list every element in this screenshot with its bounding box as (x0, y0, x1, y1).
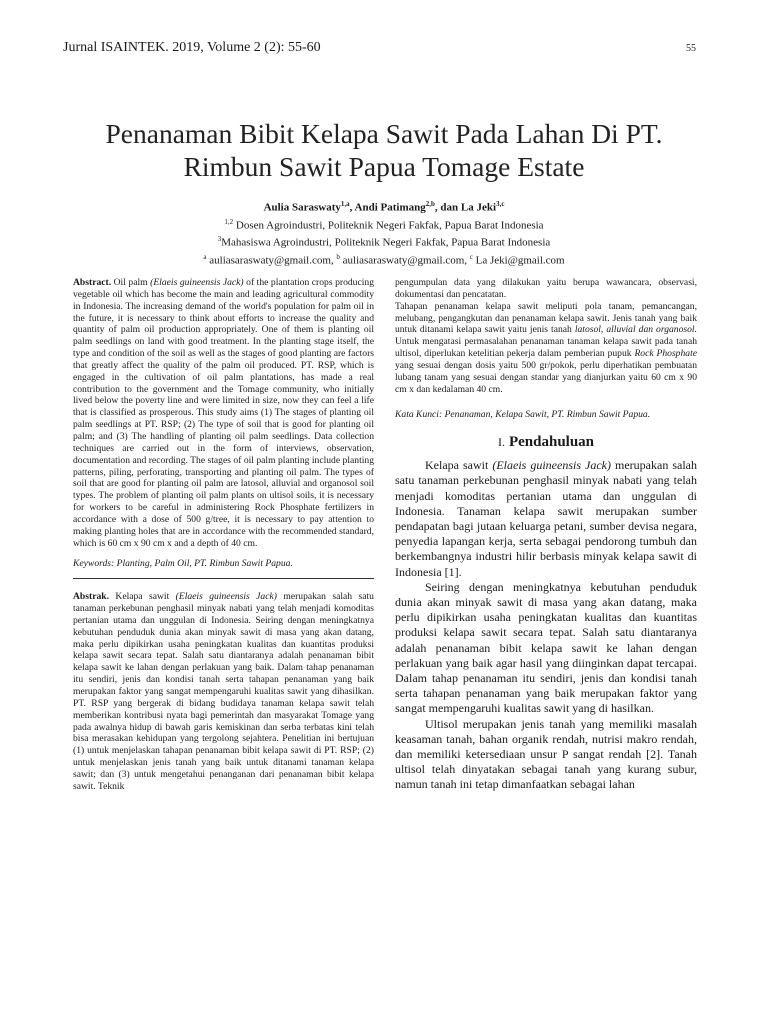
author-block (40, 197, 728, 268)
abstract-label: Abstract. (73, 277, 112, 288)
kata-kunci: Kata Kunci: Penanaman, Kelapa Sawit, PT. Rimbun Sawit Papua. (395, 409, 651, 421)
abstrak-text-2: merupakan salah satu tanaman perkebunan penghasil minyak nabati yang telah menjadi komoditas pertanian utama dan unggulan di Indonesia. Seiring dengan meningkatnya kebutuhan penduduk dunia akan minyak sawit di masa yang akan datang, maka perlu dipikirkan usaha peningkatan kualitas dan kuantitas produksi kelapa sawit secara tepat. Salah satu diantaranya adalah penanaman bibit kelapa sawit ke lahan dengan perlakuan yang baik. Dalam tahap penanaman itu sendiri, jenis dan kondisi tanah serta tahapan penanaman yang baik merupakan faktor yang sangat mempengaruhi kualitas sawit yang dihasilkan. PT. RSP yang bergerak di bidang budidaya tanaman kelapa sawit telah memberikan kontribusi nyata bagi pemerintah dan masyarakat Tomage yang pada awalnya hidup di bawah garis kemiskinan dan serba terbatas kini telah bisa merasakan kehidupan yang tergolong sejahtera. Penelitian ini bertujuan (1) untuk menjelaskan tahapan penanaman bibit kelapa sawit di PT. RSP; (2) untuk menjelaskan jenis tanah yang baik untuk ditanami tanaman kelapa sawit; dan (3) untuk mengetahui penanganan dari penanaman bibit kelapa sawit. Teknik (73, 591, 374, 792)
email-c-sup: c (469, 252, 473, 261)
email-c: La Jeki@gmail.com (472, 254, 565, 267)
paragraph-3: Ultisol merupakan jenis tanah yang memiliki masalah keasaman tanah, bahan organik rendah, nutrisi makro rendah, dan memiliki ketersediaan unsur P sangat rendah [2]. Tanah ultisol telah dinyatakan sebagai tanah yang kurang subur, namun tanah ini tetap dimanfaatkan sebagai lahan (395, 716, 697, 792)
abstrak-indonesian (73, 591, 374, 792)
divider-line (73, 578, 374, 579)
section-title: Pendahuluan (508, 434, 595, 451)
section-body (395, 458, 697, 792)
author-2-sup: 2,b (425, 200, 435, 208)
author-2: Andi Patimang (354, 201, 426, 214)
affiliation-2 (40, 232, 728, 250)
right-column (395, 277, 697, 793)
paragraph-1 (395, 458, 697, 580)
affiliation-1-sup: 1,2 (224, 217, 234, 226)
affiliation-2-sup: 3 (217, 235, 222, 244)
page-header (63, 40, 696, 58)
paper-title (40, 117, 728, 183)
affiliation-1-text: Dosen Agroindustri, Politeknik Negeri Fakfak, Papua Barat Indonesia (233, 219, 544, 232)
abstract-english (73, 277, 374, 549)
abstract-italic-1: (Elaeis guineensis Jack) (150, 277, 244, 288)
author-1: Aulia Saraswaty (263, 201, 341, 214)
author-emails (40, 250, 728, 268)
affiliation-2-text: Mahasiswa Agroindustri, Politeknik Negeri Fakfak, Papua Barat Indonesia (221, 236, 551, 249)
keywords: Keywords: Planting, Palm Oil, PT. Rimbun Sawit Papua. (73, 558, 293, 570)
abstract-text-2: of the plantation crops producing vegetable oil which has become the main and leading agricultural commodity in Indonesia. The increasing demand of the world's population for palm oil in the future, it is necessary to think about efforts to increase the quality and quantity of palm oil production appropriately. One of them is planting oil palm seedlings on land with good treatment. In the planting stage itself, the type and condition of the soil as well as the stages of good planting are factors that greatly affect the quality of the palm oil produced. PT. RSP, which is engaged in the cultivation of oil palm plantations, has made a real contribution to the government and the Tomage community, who initially lived below the poverty line and were limited in size, now they can feel a life that is classified as prosperous. This study aims (1) The stages of planting oil palm seedlings at PT. RSP; (2) The type of soil that is good for planting oil palm; and (3) The handling of planting oil palm seedlings. Data collection techniques are carried out in the form of interviews, observation, documentation and recording. The stages of oil palm planting include planting patterns, piling, perforating, transporting and planting oil palm. The types of soil that are good for planting oil palm are latosol, alluvial and organosol soil types. The problem of planting oil palm plants on ultisol soils, it is necessary for workers to be careful in administering Rock Phosphate fertilizers in accordance with a dose of 500 g/tree, it is necessary to pay attention to making planting holes that are in accordance with the recommended standard, which is 60 cm x 90 cm x and a depth of 40 cm. (73, 277, 374, 549)
section-number: I. (497, 435, 505, 450)
journal-citation: Jurnal ISAINTEK. 2019, Volume 2 (2): 55-60 (63, 40, 321, 55)
email-b-sup: b (336, 252, 340, 261)
email-a: auliasaraswaty@gmail.com, (206, 254, 337, 267)
p1-italic: (Elaeis guineensis Jack) (492, 458, 611, 473)
abstrak-continued-2 (395, 301, 697, 396)
left-column (73, 277, 374, 793)
abstrak-cont-2: Tahapan penanaman kelapa sawit meliputi pola tanam, pemancangan, melubang, pengangkutan dan penanaman kelapa sawit. Jenis tanah yang baik untuk ditanami kelapa sawit yaitu jenis tanah (395, 300, 697, 336)
abstrak-cont-1: pengumpulan data yang dilakukan yaitu berupa wawancara, observasi, dokumentasi dan pencatatan. (395, 277, 697, 300)
affiliation-1 (40, 215, 728, 233)
title-line-1: Penanaman Bibit Kelapa Sawit Pada Lahan Di PT. (105, 118, 663, 149)
abstrak-cont-italic-2: latosol, alluvial dan organosol. (574, 324, 697, 336)
abstrak-continued (395, 277, 697, 301)
abstrak-cont-italic-3: Rock Phosphate (634, 348, 697, 360)
author-names (40, 197, 728, 215)
abstrak-cont-3: Untuk mengatasi permasalahan penanaman tanaman kelapa sawit pada tanah ultisol, diperlukan ketelitian pekerja dalam pemberian pupuk (395, 336, 697, 360)
p1-text-a: Kelapa sawit (425, 458, 493, 473)
author-sep-1: , (349, 201, 355, 214)
abstract-text-1: Oil palm (111, 277, 151, 288)
email-a-sup: a (203, 252, 207, 261)
abstrak-cont-4: yang sesuai dengan dosis yaitu 500 gr/pokok, perlu diperhatikan pembuatan lubang tanam yang sesuai dengan standar yang dianjurkan yaitu 60 cm x 90 cm x dan kedalaman 40 cm. (395, 359, 697, 395)
author-3: La Jeki (460, 201, 497, 214)
author-sep-2: , dan (434, 201, 461, 214)
author-3-sup: 3,c (496, 200, 505, 208)
abstrak-label: Abstrak. (73, 591, 109, 603)
paragraph-2: Seiring dengan meningkatnya kebutuhan penduduk dunia akan minyak sawit di masa yang akan datang, maka perlu dipikirkan usaha peningkatan kualitas dan kuantitas produksi kelapa sawit secara tepat. Salah satu diantaranya adalah penanaman bibit kelapa sawit ke lahan dengan perlakuan yang baik agar hasil yang diinginkan dapat tercapai. Dalam tahap penanaman itu sendiri, jenis dan kondisi tanah serta tahapan penanaman yang baik merupakan faktor yang sangat mempengaruhi kualitas sawit yang di hasilkan. (395, 579, 697, 716)
author-1-sup: 1,a (340, 200, 350, 208)
section-heading-pendahuluan (395, 434, 697, 451)
abstrak-italic-1: (Elaeis guineensis Jack) (175, 591, 277, 603)
title-line-2: Rimbun Sawit Papua Tomage Estate (183, 151, 585, 182)
email-b: auliasaraswaty@gmail.com, (339, 254, 470, 267)
page-number: 55 (686, 43, 696, 54)
abstrak-text-1: Kelapa sawit (108, 591, 176, 603)
p1-text-b: merupakan salah satu tanaman perkebunan penghasil minyak nabati yang telah menjadi komoditas pertanian utama dan unggulan di Indonesia. Tanaman kelapa sawit merupakan sumber pendapatan bagi jutaan keluarga petani, sumber devisa negara, penyedia lapangan kerja, serta sebagai pendorong tumbuh dan berkembangnya industri hilir berbasis minyak kelapa sawit di Indonesia [1]. (395, 458, 697, 579)
